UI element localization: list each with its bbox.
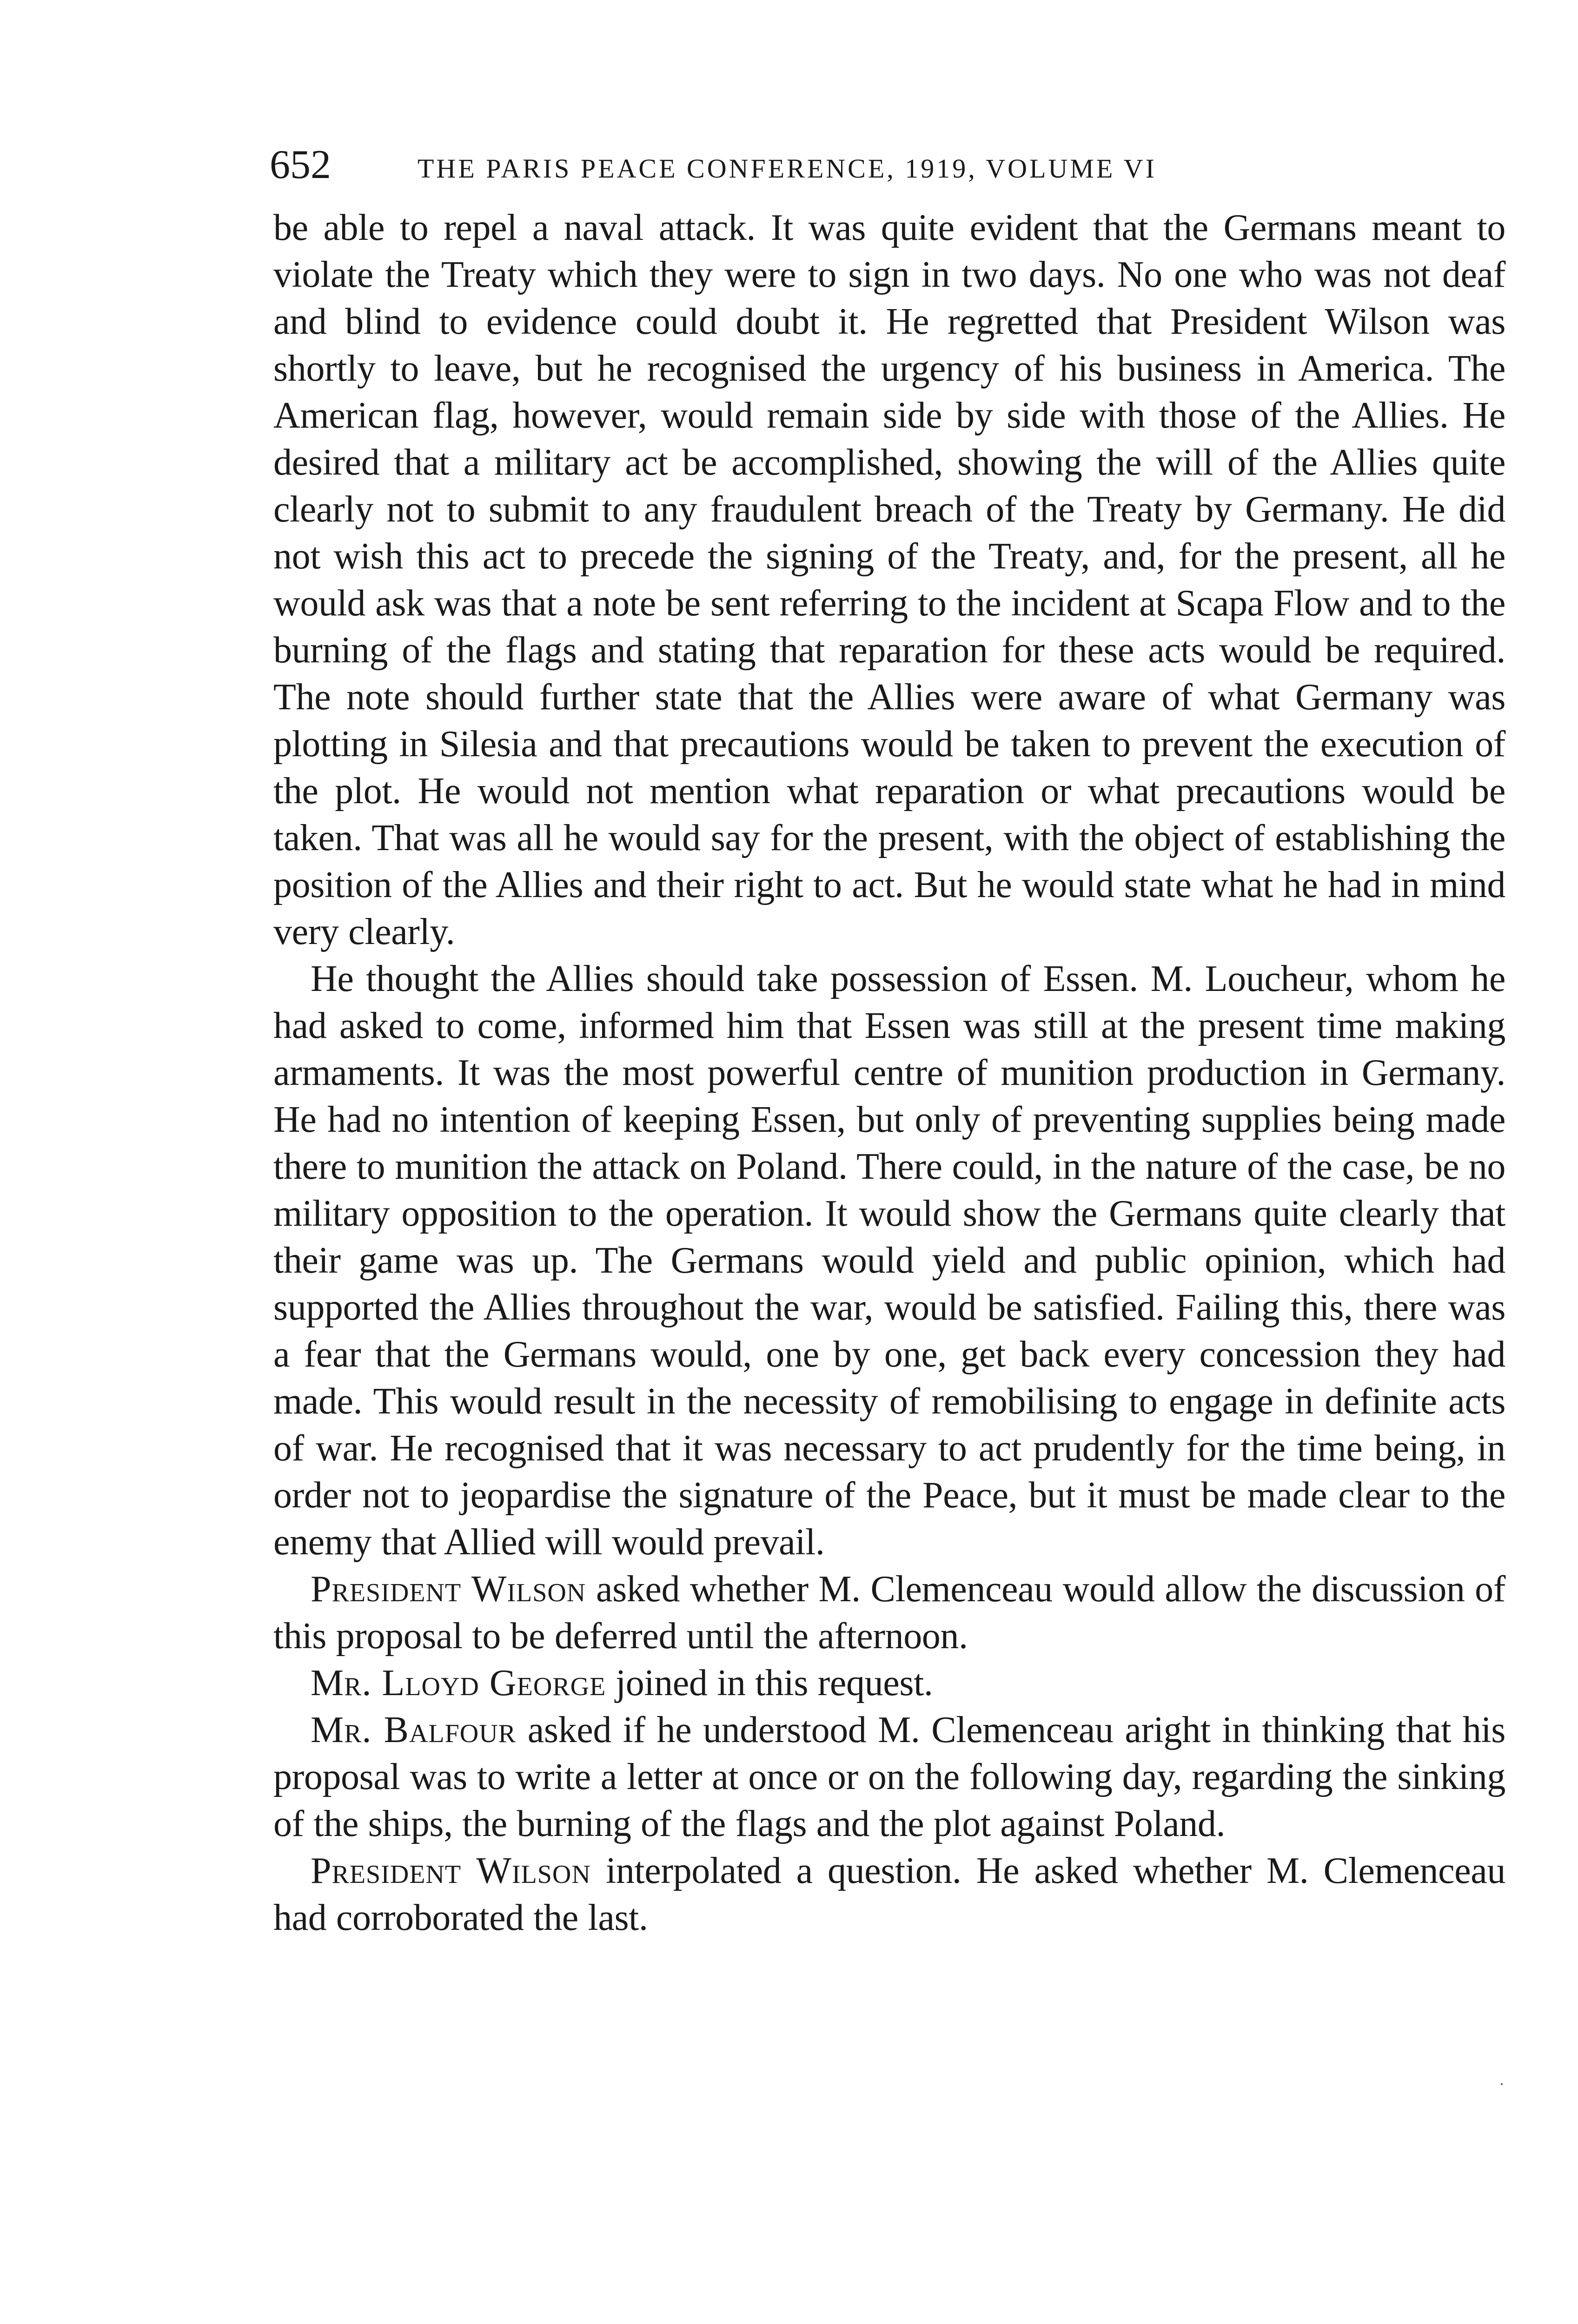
speaker-name: Mr. Balfour bbox=[311, 1710, 517, 1750]
speaker-text: asked whether M. Clemenceau would allow the discussion of this proposal to be deferred until the afternoon. bbox=[273, 1569, 1506, 1657]
speaker-text: interpolated a question. He asked whether M. Clemenceau had corroborated the last. bbox=[273, 1850, 1505, 1938]
paragraph-lloyd-george bbox=[273, 1660, 1505, 1707]
speaker-text: asked if he understood M. Clemenceau aright in thinking that his proposal was to write a letter at once or on the following day, regarding the sinking of the ships, the burning of the flags and the plot against Poland. bbox=[273, 1710, 1505, 1844]
paragraph-wilson-question bbox=[273, 1848, 1505, 1941]
paragraph-balfour bbox=[273, 1707, 1505, 1848]
body-text bbox=[273, 205, 1505, 1941]
running-head bbox=[270, 139, 1505, 191]
paragraph-continuation: be able to repel a naval attack. It was quite evident that the Germans meant to violate the Treaty which they were to sign in two days. No one who was not deaf and blind to evidence could doubt it. He regretted that President Wilson was shortly to leave, but he recognised the urgency of his business in America. The American flag, however, would remain side by side with those of the Allies. He desired that a military act be accomplished, showing the will of the Allies quite clearly not to submit to any fraudulent breach of the Treaty by Germany. He did not wish this act to precede the signing of the Treaty, and, for the present, all he would ask was that a note be sent referring to the incident at Scapa Flow and to the burning of the flags and stating that reparation for these acts would be required. The note should further state that the Allies were aware of what Germany was plotting in Silesia and that precautions would be taken to prevent the execution of the plot. He would not mention what reparation or what precautions would be taken. That was all he would say for the present, with the object of establishing the position of the Allies and their right to act. But he would state what he had in mind very clearly. bbox=[273, 207, 1505, 952]
page-number: 652 bbox=[270, 142, 331, 187]
paragraph-essen: He thought the Allies should take possession of Essen. M. Loucheur, whom he had asked to come, informed him that Essen was still at the present time making armaments. It was the most powerful centre of munition production in Germany. He had no intention of keeping Essen, but only of preventing supplies being made there to munition the attack on Poland. There could, in the nature of the case, be no military opposition to the operation. It would show the Germans quite clearly that their game was up. The Germans would yield and public opinion, which had supported the Allies throughout the war, would be satisfied. Failing this, there was a fear that the Germans would, one by one, get back every concession they had made. This would result in the necessity of remobilising to engage in definite acts of war. He recognised that it was necessary to act prudently for the time being, in order not to jeopardise the signature of the Peace, but it must be made clear to the enemy that Allied will would prevail. bbox=[273, 958, 1505, 1563]
paragraph-wilson-deferral bbox=[273, 1566, 1505, 1660]
speaker-name: President Wilson bbox=[311, 1569, 586, 1610]
speaker-name: Mr. Lloyd George bbox=[311, 1663, 606, 1703]
speaker-name: President Wilson bbox=[311, 1850, 591, 1891]
speaker-text: joined in this request. bbox=[606, 1663, 933, 1703]
running-title: THE PARIS PEACE CONFERENCE, 1919, VOLUME VI bbox=[418, 153, 1157, 184]
ink-speck bbox=[1501, 2083, 1503, 2085]
document-page bbox=[270, 139, 1506, 1941]
